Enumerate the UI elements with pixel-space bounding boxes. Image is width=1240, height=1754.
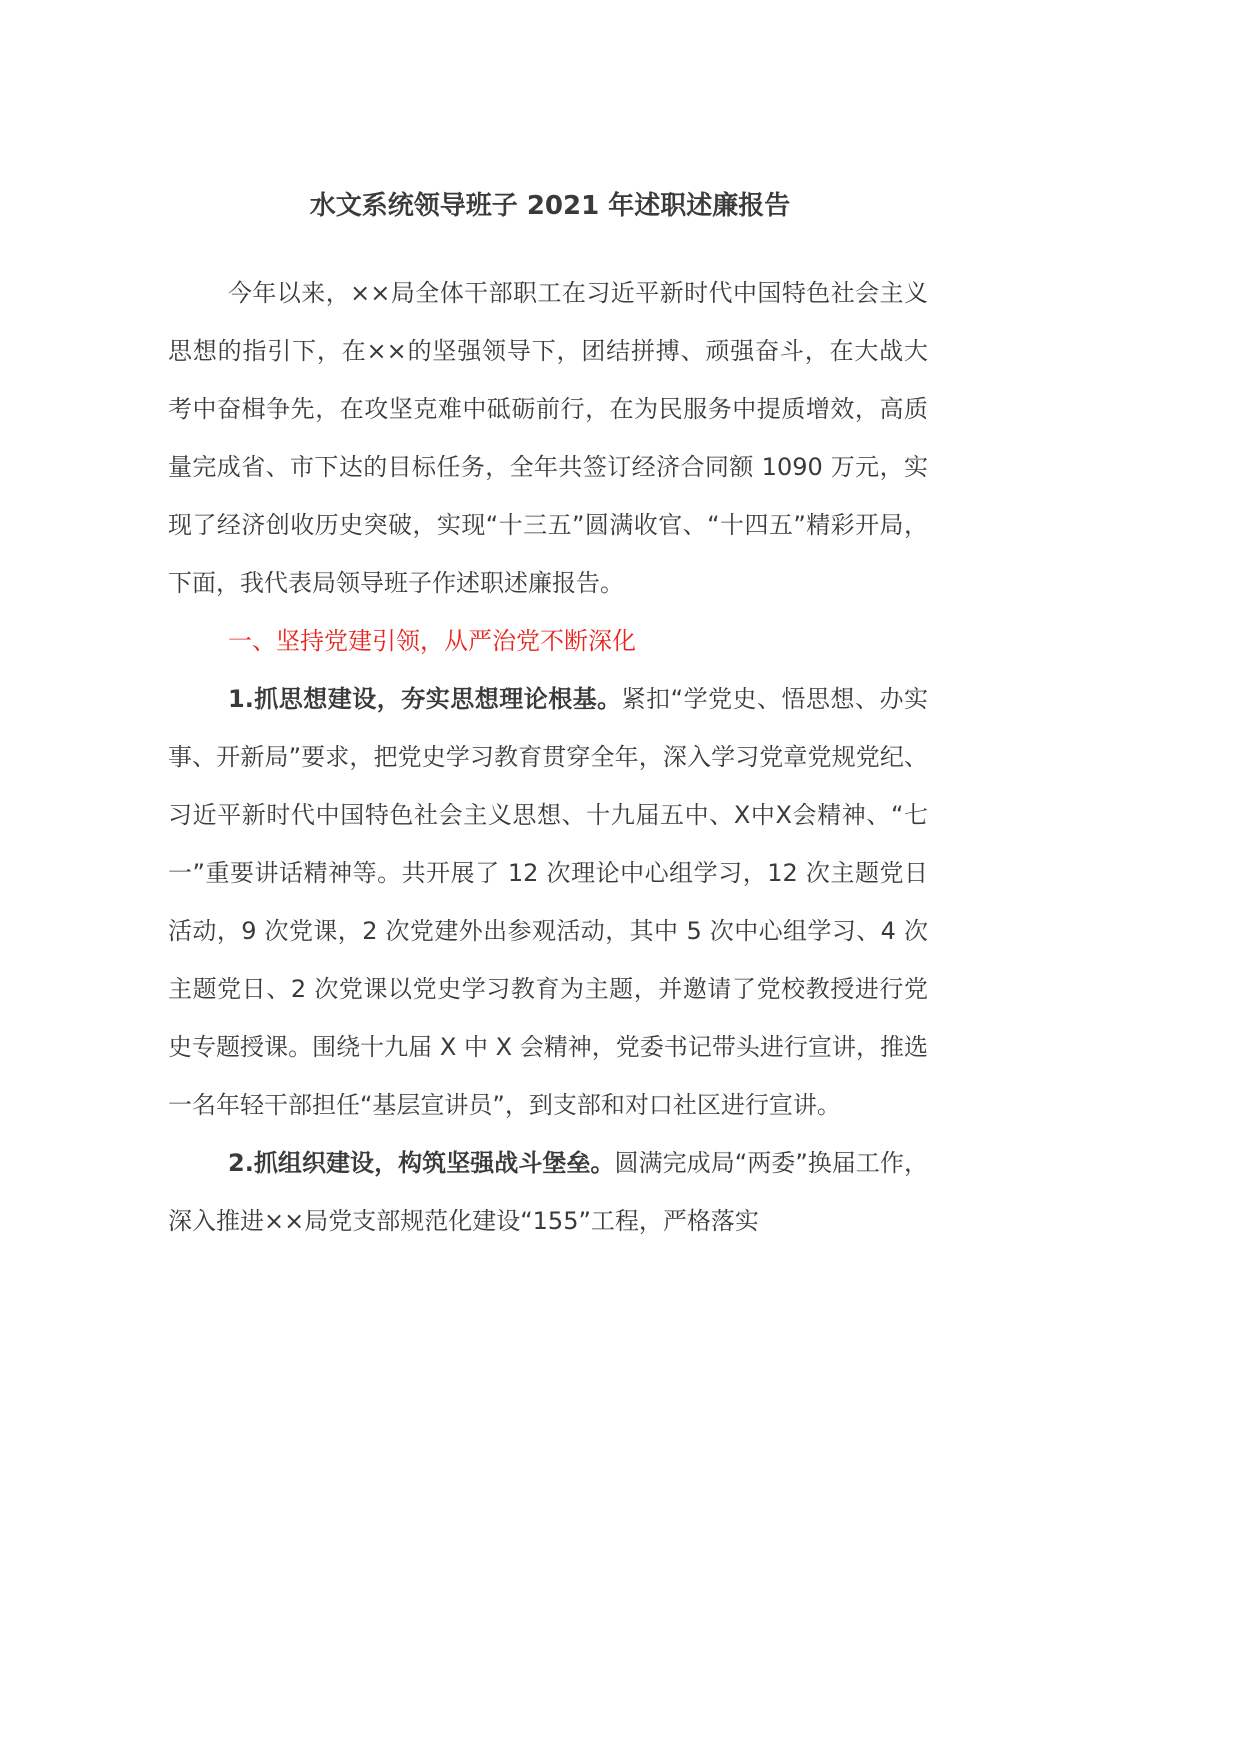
item-lead-1: 1.抓思想建设，夯实思想理论根基。 — [228, 685, 622, 713]
item-paragraph-2 — [168, 1134, 928, 1250]
item-text-1: 紧扣“学党史、悟思想、办实事、开新局”要求，把党史学习教育贯穿全年，深入学习党章党规党纪、习近平新时代中国特色社会主义思想、十九届五中、X中X会精神、“七一”重要讲话精神等。共开展了 12 次理论中心组学习，12 次主题党日活动，9 次党课，2 次党建外出参观活动，其中 5 次中心组学习、4 次主题党日、2 次党课以党史学习教育为主题，并邀请了党校教授进行党史专题授课。围绕十九届 X 中 X 会精神，党委书记带头进行宣讲，推选一名年轻干部担任“基层宣讲员”，到支部和对口社区进行宣讲。 — [168, 685, 928, 1119]
item-paragraph-1 — [168, 670, 928, 1134]
intro-paragraph: 今年以来，××局全体干部职工在习近平新时代中国特色社会主义思想的指引下，在××的坚强领导下，团结拼搏、顽强奋斗，在大战大考中奋楫争先，在攻坚克难中砥砺前行，在为民服务中提质增效，高质量完成省、市下达的目标任务，全年共签订经济合同额 1090 万元，实现了经济创收历史突破，实现“十三五”圆满收官、“十四五”精彩开局，下面，我代表局领导班子作述职述廉报告。 — [168, 279, 928, 597]
document-body — [168, 264, 928, 1250]
section-heading-1: 一、坚持党建引领，从严治党不断深化 — [228, 627, 636, 655]
document-title: 水文系统领导班子 2021 年述职述廉报告 — [309, 191, 791, 221]
item-lead-2: 2.抓组织建设，构筑坚强战斗堡垒。 — [228, 1149, 615, 1177]
item-text-2: 圆满完成局“两委”换届工作，深入推进××局党支部规范化建设“155”工程，严格落实 — [168, 1149, 928, 1235]
